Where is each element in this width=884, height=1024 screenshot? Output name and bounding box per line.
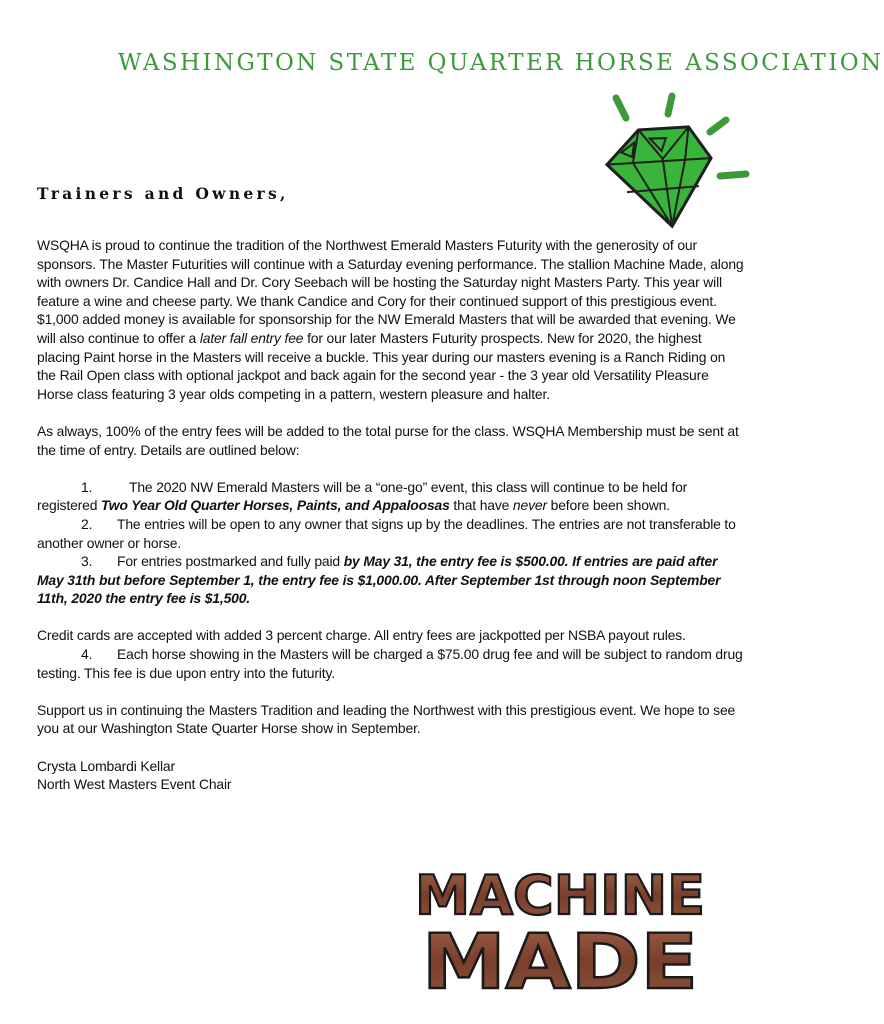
signature-name: Crysta Lombardi Kellar: [37, 757, 175, 774]
letter-body: [37, 236, 745, 794]
machine-made-logo: [413, 864, 707, 1006]
signature-block: [37, 757, 745, 794]
list-item: 1. The 2020 NW Emerald Masters will be a “one-go” event, this class will continue to be held for registered Two Year Old Quarter Horses, Paints, and Appaloosas that have never before been shown.: [37, 478, 688, 514]
list-item: 3. For entries postmarked and fully paid by May 31, the entry fee is $500.00. If entries are paid after May 31th but before September 1, the entry fee is $1,000.00. After September 1st through noon September 11th, 2020 the entry fee is $1,500.: [37, 553, 721, 607]
logo-line-machine: MACHINE: [415, 864, 705, 927]
association-title: WASHINGTON STATE QUARTER HORSE ASSOCIATION: [118, 50, 884, 76]
list-item: 4. Each horse showing in the Masters will be charged a $75.00 drug fee and will be subject to random drug testing. This fee is due upon entry into the futurity.: [37, 646, 743, 681]
emerald-gem-icon: [596, 88, 756, 238]
list-item: 2. The entries will be open to any owner that signs up by the deadlines. The entries are not transferable to another owner or horse.: [37, 515, 736, 551]
salutation: Trainers and Owners,: [37, 184, 289, 203]
entry-fees-paragraph: As always, 100% of the entry fees will be added to the total purse for the class. WSQHA Membership must be sent at the time of entry. Details are outlined below:: [37, 422, 739, 458]
logo-line-made: MADE: [422, 917, 698, 1006]
closing-paragraph: Support us in continuing the Masters Tradition and leading the Northwest with this prestigious event. We hope to see you at our Washington State Quarter Horse show in September.: [37, 701, 736, 737]
credit-card-paragraph: Credit cards are accepted with added 3 percent charge. All entry fees are jackpotted per NSBA payout rules.: [37, 627, 686, 644]
intro-paragraph: WSQHA is proud to continue the tradition of the Northwest Emerald Masters Futurity with the generosity of our sponsors. The Master Futurities will continue with a Saturday evening performance. The stallion Machine Made, along with owners Dr. Candice Hall and Dr. Cory Seebach will be hosting the Saturday night Masters Party. This year will feature a wine and cheese party. We thank Candice and Cory for their continued support of this prestigious event. $1,000 added money is available for sponsorship for the NW Emerald Masters that will be awarded that evening. We will also continue to offer a later fall entry fee for our later Masters Futurity prospects. New for 2020, the highest placing Paint horse in the Masters will receive a buckle. This year during our masters evening is a Ranch Riding on the Rail Open class with optional jackpot and back again for the second year - the 3 year old Versatility Pleasure Horse class featuring 3 year olds competing in a pattern, western pleasure and halter.: [37, 237, 744, 402]
signature-title: North West Masters Event Chair: [37, 776, 232, 793]
